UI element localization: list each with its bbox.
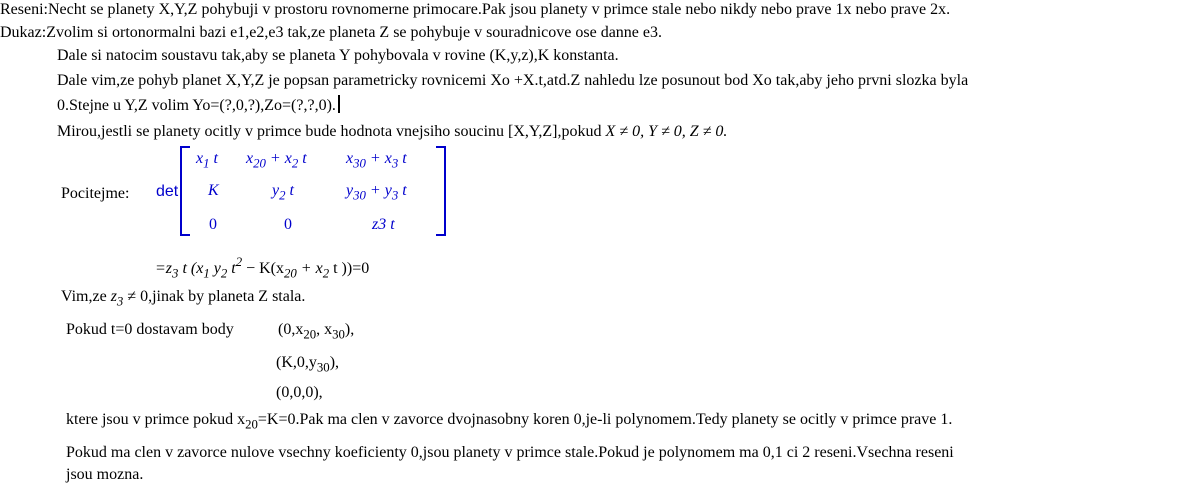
determinant-matrix: [180, 144, 446, 236]
line-dale-vim: Dale vim,ze pohyb planet X,Y,Z je popsan parametricky rovnicemi Xo +X.t,atd.Z nahledu lze posunout bod Xo tak,aby jeho prvni slozka byla: [57, 72, 969, 89]
line-reseni: Reseni:Necht se planety X,Y,Z pohybuji v prostoru rovnomerne primocare.Pak jsou planety v primce stale nebo nikdy nebo prave 1x nebo prave 2x.: [0, 1, 951, 18]
matrix-left-bracket: [180, 146, 190, 236]
line-pokud-t0: Pokud t=0 dostavam body: [66, 321, 234, 338]
mirou-condition: X ≠ 0, Y ≠ 0, Z ≠ 0.: [605, 123, 728, 140]
matrix-r2c2: $y_2$ t: [272, 182, 294, 203]
matrix-r3c3: z3 t: [372, 216, 395, 233]
line-vim: Vim,ze $z_3$ ≠ 0,jinak by planeta Z stala.: [61, 288, 306, 309]
line-dale-natocim: Dale si natocim soustavu tak,aby se planeta Y pohybovala v rovine (K,y,z),K konstanta.: [57, 47, 619, 64]
line-jsou-mozna: jsou mozna.: [66, 466, 144, 483]
point-3: (0,0,0),: [276, 384, 323, 401]
line-ktere: ktere jsou v primce pokud $x_{20}=K=0.Pak$ ma clen v zavorce dvojnasobny koren 0,je-li polynomem.Tedy planety se ocitly v primce prave 1.: [66, 411, 953, 432]
line-dukaz: Dukaz:Zvolim si ortonormalni bazi e1,e2,e3 tak,ze planeta Z se pohybuje v souradnicove ose danne e3.: [0, 24, 663, 41]
matrix-r3c2: 0: [284, 216, 292, 233]
mirou-text: Mirou,jestli se planety ocitly v primce bude hodnota vnejsiho soucinu [X,Y,Z],pokud: [57, 123, 602, 140]
det-operator: det: [156, 183, 179, 200]
matrix-r3c1: 0: [209, 216, 217, 233]
line-mirou: [57, 122, 727, 142]
matrix-r2c1: K: [208, 182, 219, 199]
point-2: $(K,0,y_{30})$,: [276, 354, 340, 375]
line-stejne: [57, 95, 340, 116]
matrix-right-bracket: [436, 146, 446, 236]
line-pokud-koeficienty: Pokud ma clen v zavorce nulove vsechny koeficienty 0,jsou planety v primce stale.Pokud je polynomem ma 0,1 ci 2 reseni.Vsechna reseni: [66, 444, 954, 461]
text-cursor: [338, 95, 340, 113]
matrix-r1c3: $x_{30} + x_3$ t: [346, 150, 407, 171]
stejne-text: 0.Stejne u Y,Z volim Yo=(?,0,?),Zo=(?,?,0).: [57, 97, 336, 114]
equation-result: $=z_3$ t ($x_1$ $y_2$ $t^2 - K(x_{20} + x_2$ t ))=0: [155, 255, 370, 281]
matrix-r2c3: $y_{30} + y_3$ t: [346, 182, 407, 203]
pocitejme-label: Pocitejme:: [61, 185, 130, 202]
matrix-r1c1: $x_1$ t: [196, 150, 218, 171]
matrix-r1c2: $x_{20} + x_2$ t: [246, 150, 307, 171]
point-1: ($0,x_{20}$, $x_{30}$),: [278, 321, 355, 342]
